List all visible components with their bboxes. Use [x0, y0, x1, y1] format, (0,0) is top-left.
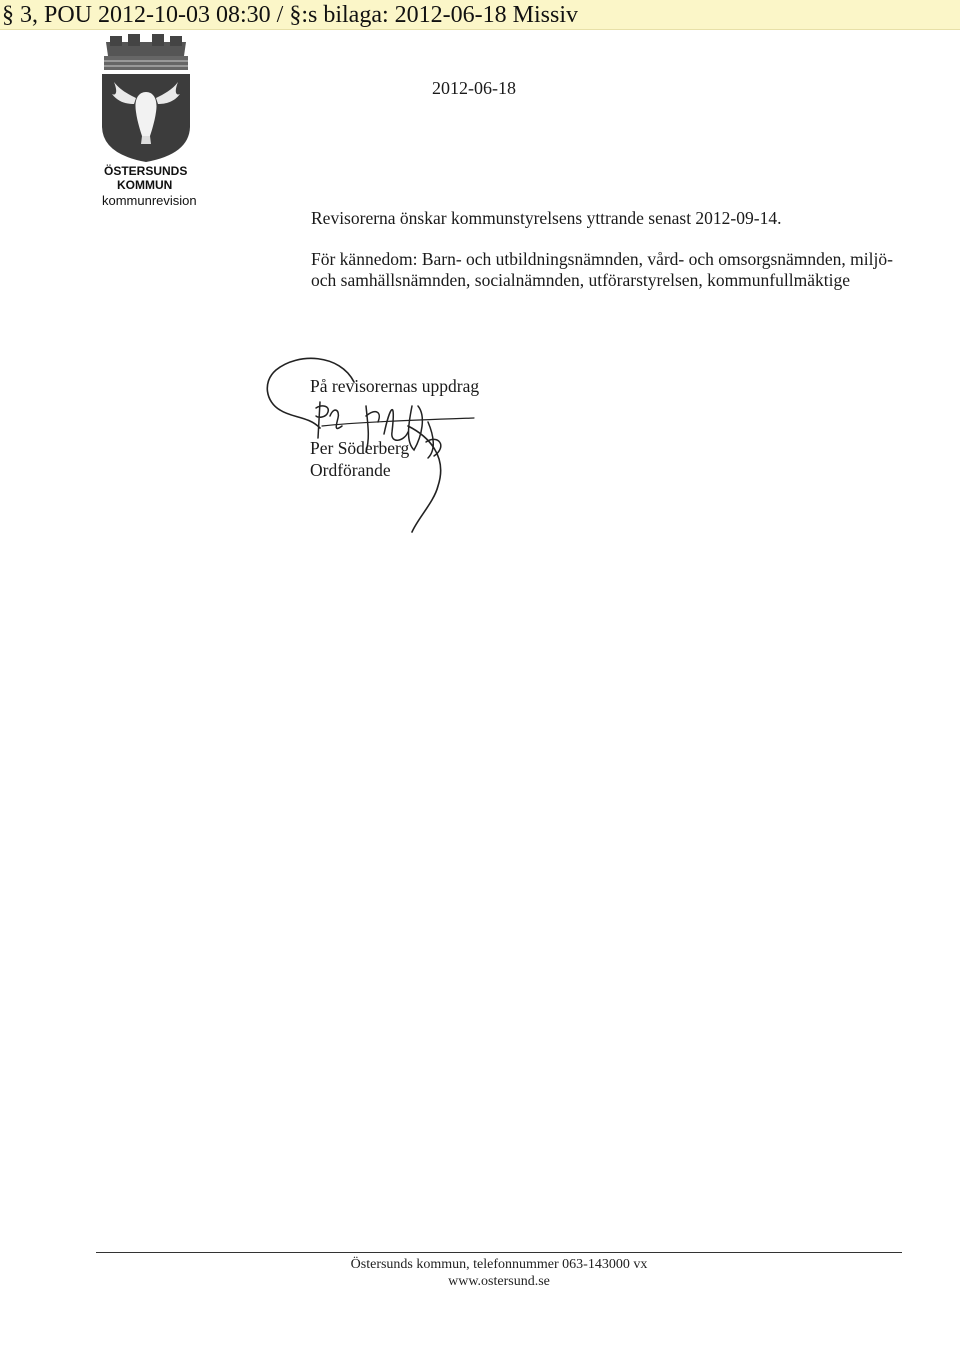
org-name-line1: ÖSTERSUNDS [104, 164, 188, 178]
footer-website: www.ostersund.se [448, 1274, 550, 1289]
paragraph-distribution-line2: och samhällsnämnden, socialnämnden, utförarstyrelsen, kommunfullmäktige [311, 270, 850, 290]
signature-on-behalf: På revisorernas uppdrag [310, 376, 480, 396]
letter-page [0, 30, 960, 1364]
document-header-title: § 3, POU 2012-10-03 08:30 / §:s bilaga: 2012-06-18 Missiv [2, 2, 578, 28]
organization-name [82, 164, 212, 192]
organization-department: kommunrevision [102, 193, 197, 208]
moose-crest-icon [100, 34, 192, 164]
footer-divider [96, 1252, 902, 1253]
footer-contact: Östersunds kommun, telefonnummer 063-143000 vx [350, 1257, 648, 1272]
document-header-bar [0, 0, 960, 30]
signatory-name: Per Söderberg [310, 438, 410, 458]
signatory-title: Ordförande [310, 460, 391, 480]
paragraph-deadline: Revisorerna önskar kommunstyrelsens yttrande senast 2012-09-14. [311, 208, 782, 228]
org-name-line2: KOMMUN [117, 178, 173, 192]
paragraph-distribution-line1: För kännedom: Barn- och utbildningsnämnden, vård- och omsorgsnämnden, miljö- [311, 249, 893, 269]
signature-block [258, 346, 498, 536]
footer [96, 1256, 902, 1290]
document-date: 2012-06-18 [432, 78, 516, 98]
